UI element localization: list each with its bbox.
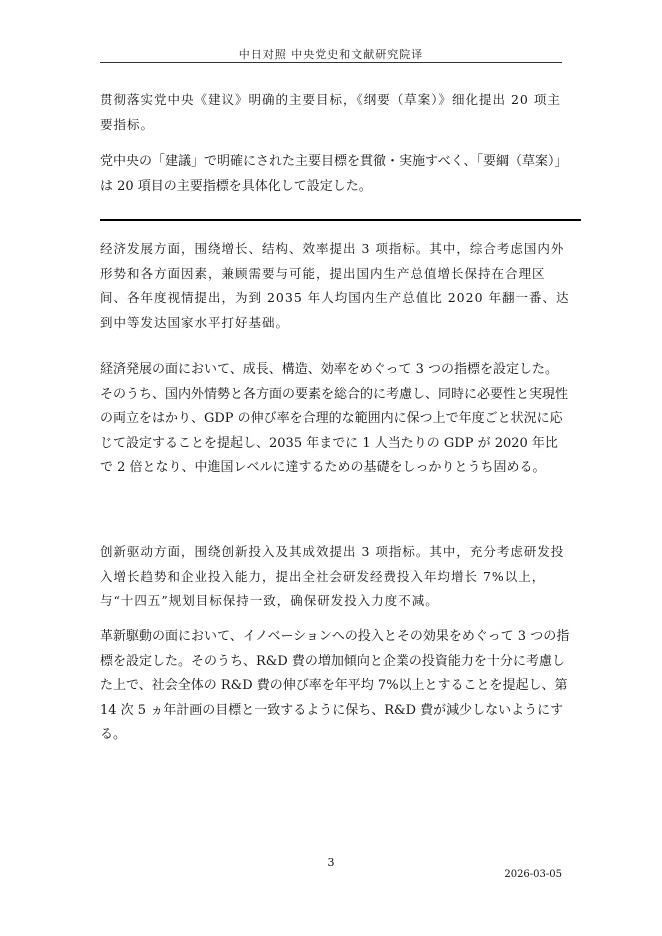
section-2-chinese: 经济发展方面，围绕增长、结构、效率提出 3 项指标。其中，综合考虑国内外形势和各方面因素，兼顾需要与可能，提出国内生产总值增长保持在合理区间、各年度视情提出，为到 2035 年人均国内生产总值比 2020 年翻一番、达到中等发达国家水平打好基础。 xyxy=(100,241,570,330)
section-1-chinese: 贯彻落实党中央《建议》明确的主要目标，《纲要（草案）》细化提出 20 项主要指标。 xyxy=(100,92,561,132)
header-title: 中日对照 中央党史和文献研究院译 xyxy=(238,48,424,61)
section-2-japanese: 経済発展の面において、成長、構造、効率をめぐって 3 つの指標を設定した。そのうち、国内外情勢と各方面の要素を総合的に考慮し、同時に必要性と実現性の両立をはかり、GDP の伸び率を合理的な範囲内に保つ上で年度ごと状況に応じて設定することを提起し、2035 年までに 1 人当たりの GDP が 2020 年比で 2 倍となり、中進国レベルに達するための基礎をしっかりとうち固める。 xyxy=(100,362,569,475)
section-divider xyxy=(100,219,581,221)
header-divider xyxy=(100,62,562,63)
section-3-japanese: 革新駆動の面において、イノベーションへの投入とその効果をめぐって 3 つの指標を設定した。そのうち、R&D 費の増加傾向と企業の投資能力を十分に考慮した上で、社会全体の R&D 費の伸び率を年平均 7%以上とすることを提起し、第 14 次 5 ヵ年計画の目標と一致するように保ち、R&D 費が減少しないようにする。 xyxy=(100,629,570,742)
page-date: 2026-03-05 xyxy=(504,869,562,880)
page-number: 3 xyxy=(327,856,335,869)
section-3-chinese: 创新驱动方面，围绕创新投入及其成效提出 3 项指标。其中，充分考虑研发投入增长趋势和企业投入能力，提出全社会研发经费投入年均增长 7%以上，与“十四五”规划目标保持一致，确保研发投入力度不减。 xyxy=(100,544,565,608)
section-1-japanese: 党中央の「建議」で明確にされた主要目標を貫徹・実施すべく、「要綱（草案）」は 20 項目の主要指標を具体化して設定した。 xyxy=(100,154,568,194)
